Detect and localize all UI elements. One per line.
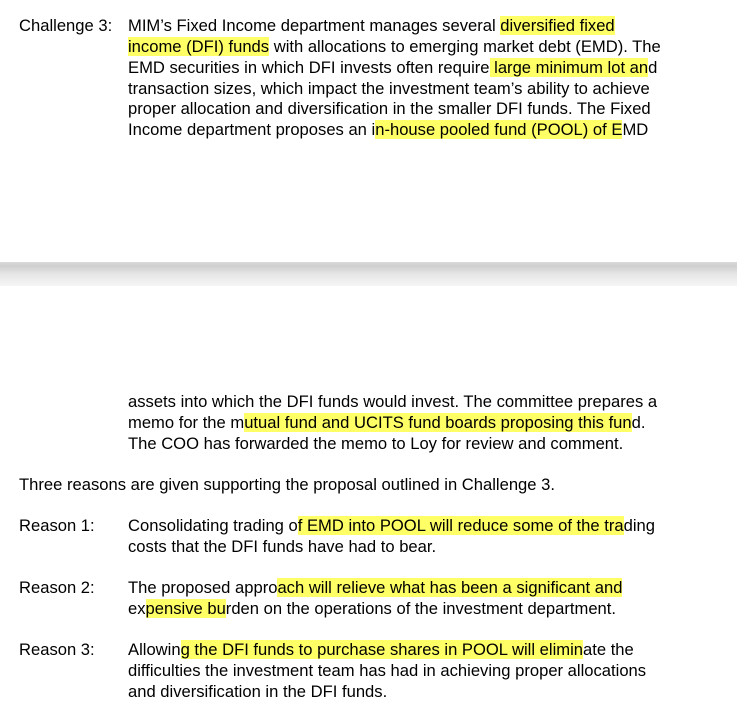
challenge-label: Challenge 3: bbox=[19, 16, 113, 35]
text-run: costs that the DFI funds have had to bear. bbox=[128, 537, 437, 556]
text-run: EMD securities in which DFI invests often require bbox=[128, 58, 490, 77]
text-run: ding bbox=[623, 516, 655, 535]
highlighted-text: ach will relieve what has been a significant and bbox=[277, 578, 623, 597]
highlighted-text: n-house pooled fund (POOL) of E bbox=[375, 120, 623, 139]
reason-1-line bbox=[128, 537, 436, 558]
challenge-line bbox=[128, 413, 645, 434]
text-run: Allowin bbox=[128, 640, 181, 659]
challenge-line bbox=[128, 79, 650, 100]
challenge-line bbox=[128, 37, 661, 58]
text-run: difficulties the investment team has had in achieving proper allocations bbox=[128, 661, 647, 680]
reason-1-line bbox=[128, 516, 655, 537]
highlighted-text: income (DFI) funds bbox=[128, 37, 270, 56]
reason-3-line bbox=[128, 640, 634, 661]
text-run: and diversification in the DFI funds. bbox=[128, 682, 388, 701]
text-run: ex bbox=[128, 599, 146, 618]
text-run: The proposed appro bbox=[128, 578, 278, 597]
challenge-line bbox=[128, 120, 648, 141]
highlighted-text: f EMD into POOL will reduce some of the tra bbox=[297, 516, 624, 535]
text-run: transaction sizes, which impact the investment team’s ability to achieve bbox=[128, 79, 650, 98]
highlighted-text: large minimum lot an bbox=[489, 58, 649, 77]
reason-2-line bbox=[128, 578, 622, 599]
text-run: Consolidating trading o bbox=[128, 516, 298, 535]
text-run: assets into which the DFI funds would invest. The committee prepares a bbox=[128, 392, 658, 411]
text-run: The COO has forwarded the memo to Loy for review and comment. bbox=[128, 434, 624, 453]
text-run: Income department proposes an i bbox=[128, 120, 376, 139]
text-run: d. bbox=[631, 413, 646, 432]
text-run: proper allocation and diversification in the smaller DFI funds. The Fixed bbox=[128, 99, 651, 118]
document-page-1 bbox=[0, 0, 737, 262]
highlighted-text: utual fund and UCITS fund boards proposing this fun bbox=[244, 413, 632, 432]
challenge-line bbox=[128, 58, 657, 79]
text-run: MIM’s Fixed Income department manages several bbox=[128, 16, 501, 35]
challenge-line bbox=[128, 392, 657, 413]
reason-3-label: Reason 3: bbox=[19, 640, 95, 659]
reason-3-line bbox=[128, 682, 387, 703]
intro-paragraph: Three reasons are given supporting the proposal outlined in Challenge 3. bbox=[19, 475, 555, 494]
reason-2-label: Reason 2: bbox=[19, 578, 95, 597]
text-run: ate the bbox=[583, 640, 634, 659]
challenge-line bbox=[128, 16, 615, 37]
reason-1-label: Reason 1: bbox=[19, 516, 95, 535]
text-run: MD bbox=[622, 120, 649, 139]
text-run: with allocations to emerging market debt (EMD). The bbox=[269, 37, 661, 56]
text-run: rden on the operations of the investment department. bbox=[225, 599, 616, 618]
text-run: memo for the m bbox=[128, 413, 245, 432]
highlighted-text: diversified fixed bbox=[500, 16, 615, 35]
highlighted-text: g the DFI funds to purchase shares in POOL will elimin bbox=[180, 640, 584, 659]
text-run: d bbox=[648, 58, 658, 77]
reason-3-line bbox=[128, 661, 646, 682]
highlighted-text: pensive bu bbox=[145, 599, 226, 618]
document-page-2 bbox=[0, 286, 737, 717]
reason-2-line bbox=[128, 599, 616, 620]
challenge-line bbox=[128, 434, 623, 455]
challenge-line bbox=[128, 99, 651, 120]
page-break bbox=[0, 262, 737, 286]
